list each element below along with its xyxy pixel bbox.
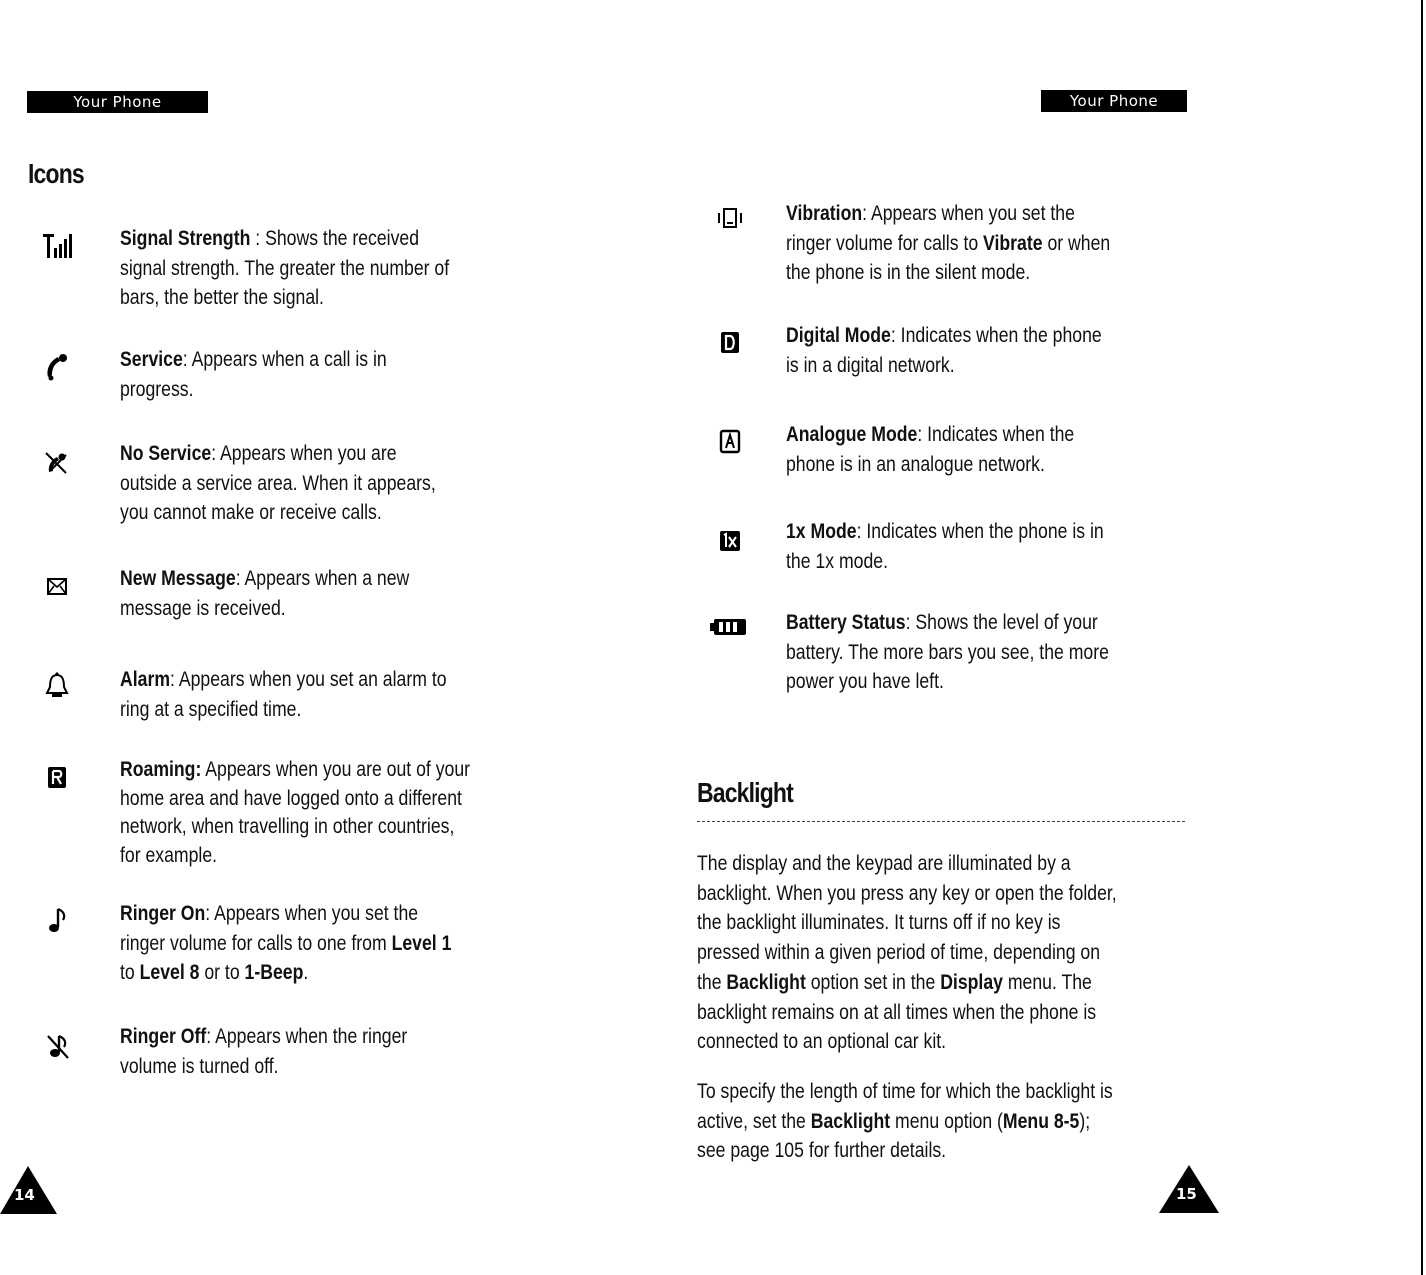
entry-line: phone is in an analogue network. <box>786 452 1045 476</box>
entry-separator: : <box>206 1025 216 1048</box>
entry-line: Indicates when the <box>927 423 1075 446</box>
entry-bold: Level 1 <box>391 931 452 955</box>
entry-line: message is received. <box>120 596 286 620</box>
entry-line: bars, the better the signal. <box>120 286 324 309</box>
page-spine <box>1421 0 1423 1275</box>
paragraph-line: ); <box>1079 1109 1091 1133</box>
entry-line: Appears when you set an alarm to <box>178 668 447 691</box>
paragraph-line: see page 105 for further details. <box>697 1139 947 1163</box>
entry-line: Appears when you are <box>220 442 397 465</box>
paragraph-bold: Backlight <box>726 970 806 994</box>
entry-line: ring at a specified time. <box>120 697 302 721</box>
paragraph-bold: Backlight <box>810 1109 891 1133</box>
section-tab-label: Your Phone <box>73 93 162 111</box>
entry-term: Analogue Mode <box>786 423 918 446</box>
entry-separator: : <box>182 348 192 371</box>
entry-term: Ringer On <box>120 902 206 925</box>
entry-term: Service <box>120 348 183 371</box>
entry-line: battery. The more bars you see, the more <box>786 640 1109 664</box>
entry-line: for example. <box>120 843 218 867</box>
paragraph-line: the <box>697 970 727 994</box>
entry-separator: : <box>890 324 901 347</box>
backlight-paragraph-2 <box>697 1077 1184 1166</box>
entry-line: volume is turned off. <box>120 1054 279 1078</box>
section-tab-label: Your Phone <box>1069 92 1159 110</box>
icons-heading: Icons <box>28 158 84 189</box>
entry-line: . <box>303 961 309 984</box>
entry-separator: : <box>856 520 867 543</box>
1x-mode-icon <box>713 523 747 557</box>
entry-line: outside a service area. When it appears, <box>120 471 436 495</box>
paragraph-line: connected to an optional car kit. <box>697 1030 947 1054</box>
entry-separator: : <box>917 423 928 446</box>
entry-line: to <box>120 961 140 984</box>
entry-separator: : <box>205 902 215 925</box>
entry-line: or when <box>1042 231 1111 255</box>
entry-line: Indicates when the phone <box>900 324 1102 347</box>
paragraph-line: the backlight illuminates. It turns off if no key is <box>697 911 1061 935</box>
entry-line: Appears when a call is in <box>191 348 387 371</box>
alarm-icon <box>40 669 74 703</box>
ringer-off-icon <box>40 1028 74 1062</box>
paragraph-line: pressed within a given period of time, depending on <box>697 941 1101 965</box>
entry-text <box>786 199 1189 288</box>
entry-text <box>786 321 1189 380</box>
entry-term: Digital Mode <box>786 324 891 347</box>
entry-line: ringer volume for calls to one from <box>120 931 392 955</box>
entry-separator: : <box>170 668 179 691</box>
entry-line: the phone is in the silent mode. <box>786 261 1031 284</box>
new-message-icon <box>40 570 74 604</box>
ringer-on-icon <box>40 903 74 937</box>
entry-line: Appears when you are out of your <box>205 758 471 781</box>
entry-line: Appears when a new <box>244 567 410 590</box>
entry-text <box>120 756 523 870</box>
entry-line: the 1x mode. <box>786 549 888 573</box>
section-tab-right <box>1041 90 1187 112</box>
paragraph-line: backlight remains on at all times when the phone is <box>697 1000 1097 1024</box>
signal-strength-icon <box>40 228 74 262</box>
page-number-text: 15 <box>1176 1185 1197 1203</box>
entry-term: 1x Mode <box>786 520 857 543</box>
entry-line: Shows the received <box>265 227 420 250</box>
entry-line: network, when travelling in other countries, <box>120 815 455 838</box>
page-number-text: 14 <box>14 1186 35 1204</box>
entry-line: Appears when you set the <box>214 902 419 925</box>
digital-mode-icon <box>713 325 747 359</box>
entry-line: ringer volume for calls to <box>786 231 984 255</box>
entry-line: signal strength. The greater the number of <box>120 256 450 280</box>
entry-text <box>120 439 523 528</box>
entry-text <box>786 420 1189 479</box>
heading-rule <box>697 821 1185 822</box>
entry-text <box>120 1022 523 1081</box>
entry-separator: : <box>211 442 221 465</box>
entry-text <box>786 517 1189 576</box>
entry-term: No Service <box>120 442 212 465</box>
paragraph-line: active, set the <box>697 1109 811 1133</box>
entry-text <box>120 564 523 623</box>
entry-term: Battery Status <box>786 611 906 634</box>
entry-text <box>120 665 523 724</box>
page-number-left <box>0 1164 60 1216</box>
paragraph-line: To specify the length of time for which the backlight is <box>697 1080 1113 1103</box>
entry-line: Appears when you set the <box>870 202 1075 225</box>
entry-line: Indicates when the phone is in <box>866 520 1104 543</box>
entry-term: Ringer Off <box>120 1025 207 1048</box>
entry-separator: : <box>235 567 245 590</box>
section-tab-left <box>27 91 208 113</box>
entry-text <box>786 608 1189 697</box>
entry-line: power you have left. <box>786 670 944 693</box>
paragraph-bold: Display <box>940 970 1003 994</box>
entry-separator: : <box>905 611 916 634</box>
backlight-paragraph-1 <box>697 849 1184 1057</box>
roaming-icon <box>40 760 74 794</box>
entry-bold: 1-Beep <box>244 961 304 984</box>
entry-separator: : <box>250 227 266 250</box>
paragraph-line: The display and the keypad are illuminated by a <box>697 852 1071 875</box>
backlight-heading: Backlight <box>697 777 793 808</box>
entry-line: or to <box>199 961 245 984</box>
vibration-icon <box>713 201 747 235</box>
entry-line: progress. <box>120 377 194 401</box>
entry-text <box>120 899 523 988</box>
entry-term: Vibration <box>786 202 863 225</box>
entry-line: Appears when the ringer <box>215 1025 408 1048</box>
analogue-mode-icon <box>713 424 747 458</box>
battery-status-icon <box>707 610 751 644</box>
entry-term: Alarm <box>120 668 171 691</box>
entry-separator: : <box>862 202 871 225</box>
service-icon <box>40 347 74 381</box>
paragraph-line: menu. The <box>1002 970 1092 994</box>
entry-bold: Vibrate <box>983 231 1043 255</box>
no-service-icon <box>40 445 74 479</box>
entry-line: Shows the level of your <box>915 611 1098 634</box>
entry-line: is in a digital network. <box>786 353 955 377</box>
entry-line: home area and have logged onto a different <box>120 786 462 810</box>
entry-text <box>120 224 523 313</box>
entry-term: New Message <box>120 567 236 590</box>
paragraph-line: backlight. When you press any key or open the folder, <box>697 881 1117 905</box>
paragraph-line: menu option ( <box>890 1109 1003 1133</box>
page-number-right <box>1159 1163 1219 1215</box>
entry-text <box>120 345 523 404</box>
entry-bold: Level 8 <box>139 961 200 984</box>
paragraph-line: option set in the <box>805 970 941 994</box>
entry-term: Signal Strength <box>120 227 251 250</box>
paragraph-bold: Menu 8-5 <box>1002 1109 1080 1133</box>
entry-term: Roaming: <box>120 758 202 781</box>
entry-line: you cannot make or receive calls. <box>120 501 382 524</box>
